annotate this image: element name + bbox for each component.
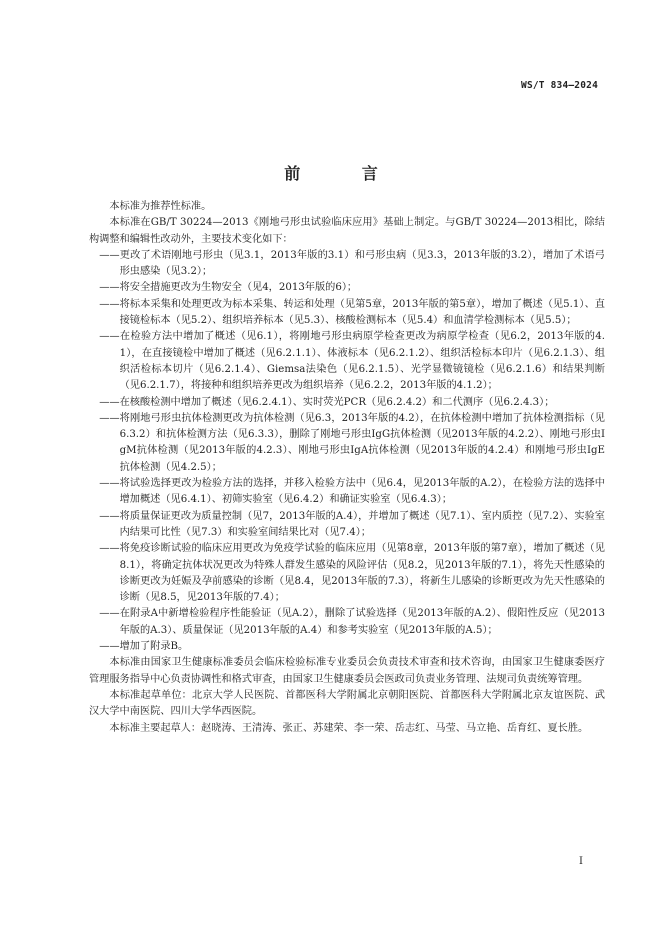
standard-code: WS/T 834—2024	[521, 80, 598, 91]
change-item: ——将安全措施更改为生物安全（见4，2013年版的6）；	[99, 282, 358, 294]
drafting-units-paragraph: 本标准起草单位：北京大学人民医院、首都医科大学附属北京朝阳医院、首都医科大学附属北京友谊医院、武汉大学中南医院、四川大学华西医院。	[89, 689, 605, 718]
change-item: ——将试验选择更改为检验方法的选择，并移入检验方法中（见6.4，见2013年版的A.2），在检验方法的选择中增加概述（见6.4.1）、初筛实验室（见6.4.2）和确证实验室（见6.4.3）；	[99, 478, 605, 506]
change-item: ——在核酸检测中增加了概述（见6.2.4.1）、实时荧光PCR（见6.2.4.2）和二代测序（见6.2.4.3）；	[99, 396, 555, 408]
change-item: ——将质量保证更改为质量控制（见7，2013年版的A.4），并增加了概述（见7.1）、室内质控（见7.2）、实验室内结果可比性（见7.3）和实验室间结果比对（见7.4）；	[99, 510, 605, 538]
intro-paragraph: 本标准在GB/T 30224—2013《刚地弓形虫试验临床应用》基础上制定。与GB/T 30224—2013相比，除结构调整和编辑性改动外，主要技术变化如下：	[89, 217, 605, 245]
change-item: ——将标本采集和处理更改为标本采集、转运和处理（见第5章，2013年版的第5章），增加了概述（见5.1）、直接镜检标本（见5.2）、组织培养标本（见5.3）、核酸检测标本（见5.4）和血清学检测标本（见5.5）；	[99, 298, 605, 327]
section-title: 前 言	[284, 164, 406, 183]
change-item: ——在检验方法中增加了概述（见6.1），将刚地弓形虫病原学检查更改为病原学检查（见6.2，2013年版的4.1），在直接镜检中增加了概述（见6.2.1.1）、体液标本（见6.2.1.2）、组织活检标本印片（见6.2.1.3）、组织活检标本切片（见6.2.1.4）、Giemsa法染色（见6.2.1.5）、光学显微镜镜检（见6.2.1.6）和结果判断（见6.2.1.7），将接种和组织培养更改为组织培养（见6.2.2，2013年版的4.1.2）；	[99, 331, 605, 392]
drafters-paragraph: 本标准主要起草人：赵晓涛、王清涛、张正、苏建荣、李一荣、岳志红、马莹、马立艳、岳育红、夏长胜。	[109, 722, 589, 734]
change-item: ——将免疫诊断试验的临床应用更改为免疫学试验的临床应用（见第8章，2013年版的第7章），增加了概述（见8.1），将确定抗体状况更改为特殊人群发生感染的风险评估（见8.2，见2013年版的7.1），将先天性感染的诊断更改为妊娠及孕前感染的诊断（见8.4，见2013年版的7.3），将新生儿感染的诊断更改为先天性感染的诊断（见8.5，见2013年版的7.4）；	[99, 543, 605, 604]
closing-paragraph: 本标准由国家卫生健康标准委员会临床检验标准专业委员会负责技术审查和技术咨询，由国家卫生健康委医疗管理服务指导中心负责协调性和格式审查，由国家卫生健康委员会医政司负责业务管理、法规司负责统筹管理。	[89, 657, 605, 685]
change-item: ——增加了附录B。	[99, 641, 189, 653]
change-item: ——更改了术语刚地弓形虫（见3.1，2013年版的3.1）和弓形虫病（见3.3，2013年版的3.2），增加了术语弓形虫感染（见3.2）；	[99, 249, 605, 278]
intro-paragraph: 本标准为推荐性标准。	[109, 201, 212, 212]
change-item: ——在附录A中新增检验程序性能验证（见A.2），删除了试验选择（见2013年版的A.2）、假阳性反应（见2013年版的A.3）、质量保证（见2013年版的A.4）和参考实验室（见2013年版的A.5）；	[99, 608, 605, 636]
page-number: I	[579, 856, 583, 867]
document-body	[89, 199, 605, 737]
change-item: ——将刚地弓形虫抗体检测更改为抗体检测（见6.3，2013年版的4.2），在抗体检测中增加了抗体检测指标（见6.3.2）和抗体检测方法（见6.3.3），删除了刚地弓形虫IgG抗体检测（见2013年版的4.2.2）、刚地弓形虫IgM抗体检测（见2013年版的4.2.3）、刚地弓形虫IgA抗体检测（见2013年版的4.2.4）和刚地弓形虫IgE抗体检测（见4.2.5）；	[99, 412, 605, 473]
